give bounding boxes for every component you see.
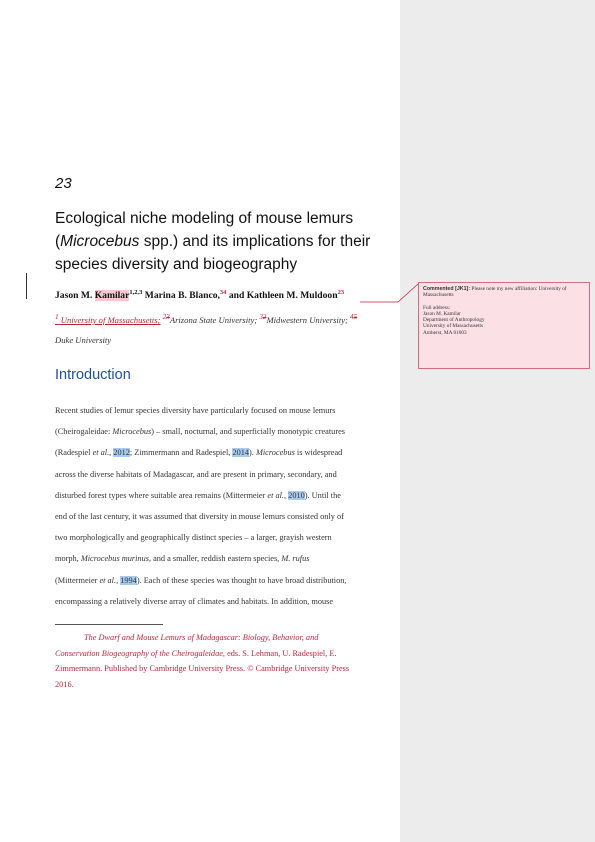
affiliations-line-2: Duke University: [55, 335, 112, 345]
affiliations-line-1: $^1$ University of Massachusetts; $^{23}$Arizona State University; $^{32}$Midwestern University; $^{45}$: [55, 313, 358, 325]
body-paragraph: Recent studies of lemur species diversity have particularly focused on mouse lemurs (Cheirogaleidae: Microcebus) – small, nocturnal, and superficially monotypic creatures (Radespiel et al., 2012; Zimmermann and Radespiel, 2014). Microcebus is widespread across the diverse habitats of Madagascar, and are present in primary, secondary, and disturbed forest types where suitable area remains (Mittermeier et al., 2010). Until the end of the last century, it was assumed that diversity in mouse lemurs consisted only of two morphologically and geographically distinct species – a larger, grayish western morph, Microcebus murinus, and a smaller, reddish eastern species, M. rufus (Mittermeier et al., 1994). Each of these species was thought to have broad distribution, encompassing a relatively diverse array of climates and habitats. In addition, mouse: [55, 406, 347, 606]
citation-link[interactable]: 2012: [113, 448, 130, 458]
inserted-affiliation: $^1$ University of Massachusetts;: [55, 313, 161, 325]
citation-link[interactable]: 2010: [288, 490, 305, 500]
comment-address-line: Amherst, MA 01003: [423, 329, 467, 336]
comment-author-label: Commented [JK1]:: [423, 286, 471, 292]
title-genus: Microcebus: [60, 233, 140, 250]
citation-link[interactable]: 1994: [120, 575, 137, 585]
comment-balloon[interactable]: [418, 282, 590, 369]
author-list: Jason M. Kamilar$^{1,2,3}$ Marina B. Blanco,$^{34}$ and Kathleen M. Muldoon$^{23}$: [55, 288, 345, 301]
footnote: The Dwarf and Mouse Lemurs of Madagascar: Biology, Behavior, and Conservation Biogeography of the Cheirogaleidae, eds. S. Lehman, U. Radespiel, E. Zimmermann. Published by Cambridge University Press. © Cambridge University Press 2016.: [55, 633, 350, 689]
comment-address-line: Jason M. Kamilar: [423, 310, 461, 317]
title-line-3: species diversity and biogeography: [55, 256, 298, 273]
comment-address-line: Department of Anthropology: [423, 317, 485, 324]
commented-text[interactable]: Kamilar: [94, 290, 130, 301]
title-line-2: (Microcebus spp.) and its implications for their: [55, 233, 371, 250]
comment-address-line: University of Massachusetts: [423, 323, 484, 330]
comment-text: Please note my new affiliation: University of Massachusetts: [423, 286, 567, 299]
title-line-1: Ecological niche modeling of mouse lemurs: [55, 210, 354, 227]
citation-link[interactable]: 2014: [232, 448, 250, 458]
comment-address-label: Full address:: [423, 304, 451, 311]
section-heading: Introduction: [55, 367, 131, 383]
chapter-number: 23: [55, 175, 72, 192]
